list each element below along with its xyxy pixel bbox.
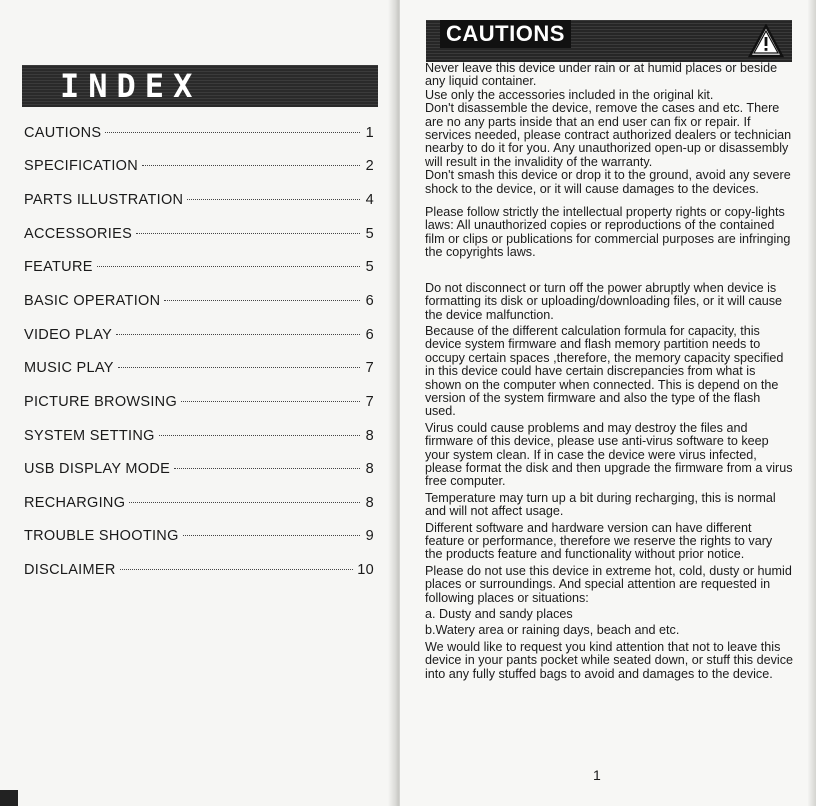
toc-leader-dots bbox=[142, 165, 360, 166]
toc-entry-label: MUSIC PLAY bbox=[24, 360, 114, 376]
toc-leader-dots bbox=[129, 502, 360, 503]
page-number: 1 bbox=[593, 767, 601, 783]
toc-leader-dots bbox=[97, 266, 360, 267]
toc-entry-label: FEATURE bbox=[24, 259, 93, 275]
toc-entry-label: DISCLAIMER bbox=[24, 562, 116, 578]
toc-entry[interactable] bbox=[24, 394, 374, 414]
toc-entry[interactable] bbox=[24, 125, 374, 145]
toc-entry[interactable] bbox=[24, 495, 374, 515]
caution-paragraph: Do not disconnect or turn off the power abruptly when device is formatting its disk or uploading/downloading files, or it will cause the device malfunction. bbox=[425, 280, 783, 322]
toc-leader-dots bbox=[183, 535, 360, 536]
toc-entry-page: 7 bbox=[365, 360, 374, 376]
toc-entry-page: 5 bbox=[365, 226, 374, 242]
toc-leader-dots bbox=[118, 367, 360, 368]
toc-entry-label: PICTURE BROWSING bbox=[24, 394, 178, 410]
caution-paragraph: Temperature may turn up a bit during recharging, this is normal and will not affect usage. bbox=[425, 490, 776, 519]
caution-paragraph: Please do not use this device in extreme hot, cold, dusty or humid places or surroundings. And special attention are requested in following places or situations: bbox=[425, 563, 792, 605]
caution-paragraph: Don't disassemble the device, remove the cases and etc. There are no any parts inside that an end user can fix or repair. If services needed, please contract authorized dealers or technician nearby to do it for you. Any unauthorized open-up or disassembly will result in the invalidity of the warranty. bbox=[425, 101, 792, 169]
toc-entry-page: 8 bbox=[365, 461, 374, 477]
page-edge-shadow bbox=[808, 0, 816, 806]
cautions-body bbox=[425, 62, 793, 681]
caution-paragraph: Please follow strictly the intellectual property rights or copy-lights laws: All unauthorized copies or reproductions of the contained film or clips or publications for commercial purposes are infringing the copyrights laws. bbox=[425, 205, 791, 260]
toc-entry-page: 9 bbox=[365, 528, 374, 544]
toc-entry-page: 5 bbox=[365, 259, 374, 275]
caution-list-item: b.Watery area or raining days, beach and etc. bbox=[425, 623, 680, 638]
toc-entry-page: 2 bbox=[365, 158, 374, 174]
toc-leader-dots bbox=[187, 199, 360, 200]
toc-entry-label: USB DISPLAY MODE bbox=[24, 461, 171, 477]
toc-entry[interactable] bbox=[24, 226, 374, 246]
caution-paragraph: Virus could cause problems and may destroy the files and firmware of this device, please use anti-virus software to keep your system clean. If in case the device were virus infected, please format the disk and then upgrade the firmware from a virus free computer. bbox=[425, 420, 793, 489]
toc-leader-dots bbox=[116, 334, 360, 335]
toc-entry-page: 8 bbox=[365, 428, 374, 444]
toc-entry[interactable] bbox=[24, 293, 374, 313]
left-page bbox=[0, 0, 398, 806]
toc-entry-label: RECHARGING bbox=[24, 495, 126, 511]
toc-entry-page: 10 bbox=[357, 562, 374, 578]
warning-triangle-icon bbox=[748, 24, 784, 58]
cautions-title: CAUTIONS bbox=[440, 20, 571, 48]
caution-paragraph: We would like to request you kind attention that not to leave this device in your pants pocket while seated down, or stuff this device into any fully stuffed bags to avoid and damages to the device. bbox=[425, 639, 793, 681]
toc-entry[interactable] bbox=[24, 461, 374, 481]
toc-entry[interactable] bbox=[24, 562, 374, 582]
toc-entry[interactable] bbox=[24, 259, 374, 279]
toc-entry-page: 7 bbox=[365, 394, 374, 410]
toc-entry-page: 6 bbox=[365, 327, 374, 343]
toc-entry[interactable] bbox=[24, 528, 374, 548]
toc-entry-label: ACCESSORIES bbox=[24, 226, 133, 242]
toc-entry-label: SYSTEM SETTING bbox=[24, 428, 155, 444]
toc-entry-page: 6 bbox=[365, 293, 374, 309]
index-banner bbox=[22, 65, 378, 107]
caution-paragraph: Because of the different calculation formula for capacity, this device system firmware and flash memory partition needs to occupy certain spaces ,therefore, the memory capacity specified in this device could have certain discrepancies from what is shown on the computer when connected. This is depend on the version of the system firmware and also the type of the flash used. bbox=[425, 323, 784, 419]
caution-paragraph: Don't smash this device or drop it to the ground, avoid any severe shock to the device, or it will cause damages to the devices. bbox=[425, 168, 791, 196]
toc-leader-dots bbox=[164, 300, 360, 301]
toc-entry-label: CAUTIONS bbox=[24, 125, 102, 141]
toc-leader-dots bbox=[105, 132, 360, 133]
toc-entry-page: 8 bbox=[365, 495, 374, 511]
toc-entry-label: TROUBLE SHOOTING bbox=[24, 528, 179, 544]
toc-entry-label: BASIC OPERATION bbox=[24, 293, 161, 309]
toc-leader-dots bbox=[181, 401, 360, 402]
toc-entry[interactable] bbox=[24, 327, 374, 347]
toc-entry-page: 1 bbox=[365, 125, 374, 141]
toc-entry-label: SPECIFICATION bbox=[24, 158, 139, 174]
page-edge-mark bbox=[0, 790, 18, 806]
caution-list-item: a. Dusty and sandy places bbox=[425, 607, 573, 622]
toc-leader-dots bbox=[120, 569, 354, 570]
toc-entry[interactable] bbox=[24, 428, 374, 448]
toc-leader-dots bbox=[159, 435, 360, 436]
toc-leader-dots bbox=[136, 233, 360, 234]
cautions-banner bbox=[426, 20, 792, 62]
caution-paragraph: Different software and hardware version can have different feature or performance, therefore we reserve the rights to vary the products feature and functionality without prior notice. bbox=[425, 520, 773, 562]
caution-paragraph: Use only the accessories included in the original kit. bbox=[425, 87, 714, 102]
caution-paragraph: Never leave this device under rain or at humid places or beside any liquid container. bbox=[425, 61, 778, 89]
toc-leader-dots bbox=[174, 468, 360, 469]
toc-entry[interactable] bbox=[24, 158, 374, 178]
toc-entry-label: PARTS ILLUSTRATION bbox=[24, 192, 184, 208]
toc-entry-page: 4 bbox=[365, 192, 374, 208]
toc-entry[interactable] bbox=[24, 192, 374, 212]
toc-entry-label: VIDEO PLAY bbox=[24, 327, 113, 343]
toc-entry[interactable] bbox=[24, 360, 374, 380]
index-title: INDEX bbox=[60, 67, 202, 105]
